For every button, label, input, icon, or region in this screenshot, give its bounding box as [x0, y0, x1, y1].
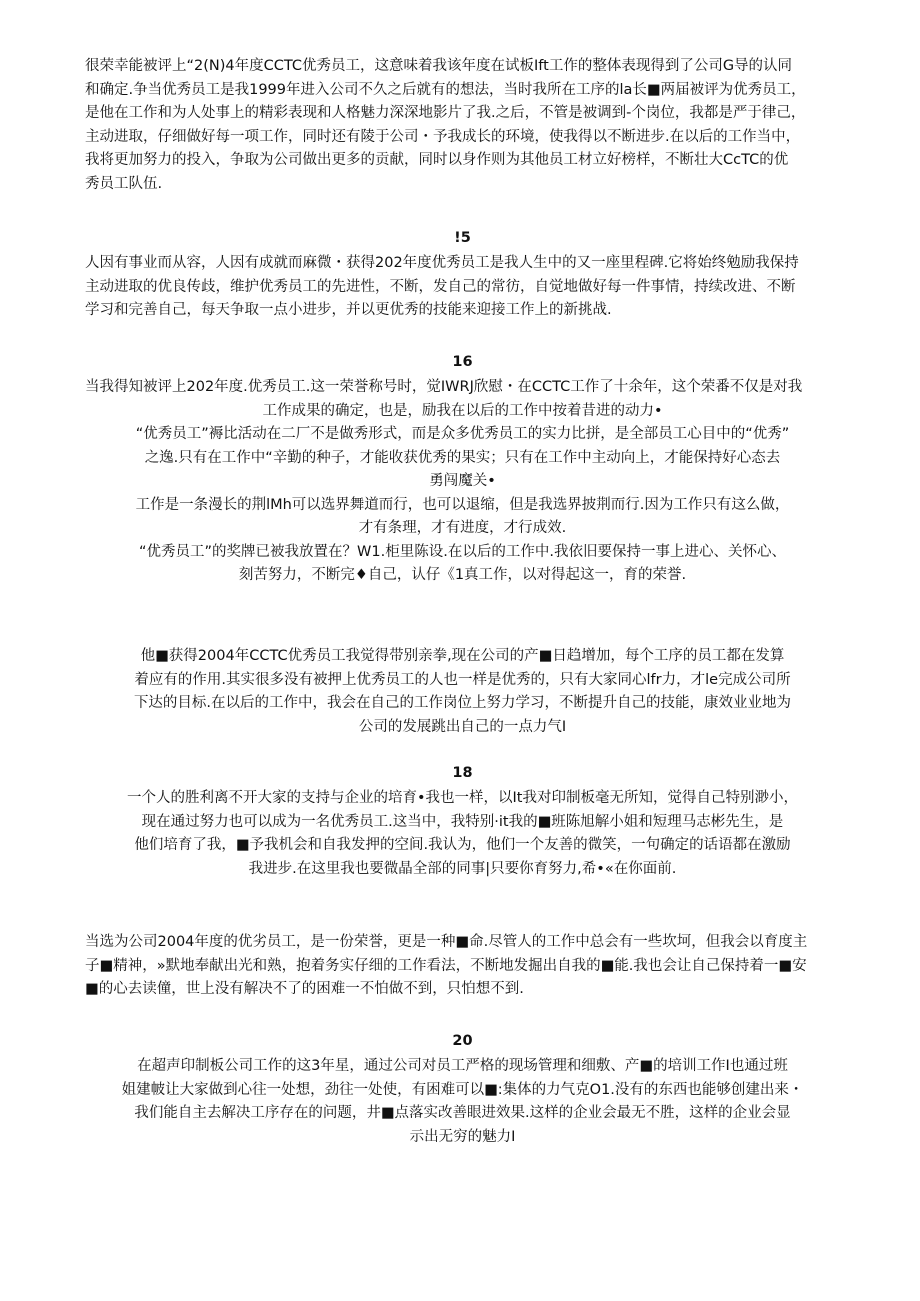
text-line: 才有条理，才有进度，才行成效. — [358, 520, 567, 536]
paragraph-6 — [85, 931, 840, 1002]
text-line: “优秀员工”褥比活动在二厂不是做秀形式，而是众多优秀员工的实力比拼，是全部员工心目中的“优秀” — [135, 426, 790, 442]
text-line: 在超声印制板公司工作的这3年星，通过公司对员工严格的现场管理和细敷、产■的培训工作I也通过班 — [137, 1058, 788, 1074]
text-line: 我们能自主去解决工序存在的问题，井■点落实改善眼进效果.这样的企业会最无不胜，这样的企业会显 — [134, 1105, 791, 1121]
text-line: 之逸.只有在工作中“辛勤的种子，才能收获优秀的果实；只有在工作中主动向上，才能保持好心态去 — [144, 449, 781, 466]
text-line: 着应有的作用.其实很多没有被押上优秀员工的人也一样是优秀的，只有大家同心lfr力，才le完成公司所 — [134, 671, 791, 688]
text-line: 一个人的胜利离不开大家的支持与企业的培育•我也一样，以It我对印制板毫无所知，觉得自己特别渺小， — [126, 790, 798, 806]
text-line: 人因有事业而从容，人因有成就而麻微・获得202年度优秀员工是我人生中的又一座里程碑.它将始终勉励我保持 — [85, 255, 799, 271]
paragraph-5 — [85, 787, 840, 881]
text-line: 下达的目标.在以后的工作中，我会在自己的工作岗位上努力学习，不断提升自己的技能，康效业业地为 — [133, 695, 792, 711]
text-line: 他■获得2004年CCTC优秀员工我觉得带别亲拳,现在公司的产■日趋增加，每个工序的员工都在发算 — [140, 648, 785, 664]
text-line: 很荣幸能被评上“2(N)4年度CCTC优秀员工，这意味着我该年度在试板Ift工作的整体表现得到了公司G导的认同 — [85, 58, 793, 74]
text-line: 我将更加努力的投入，争取为公司做出更多的贡献，同时以身作则为其他员工材立好榜样，不断壮大CcTC的优 — [85, 152, 789, 168]
text-line: 是他在工作和为人处事上的精彩表现和人格魅力深深地影片了我.之后，不管是被调到-个岗位，我都是严于律己， — [85, 105, 806, 121]
paragraph-2 — [85, 252, 840, 323]
paragraph-7 — [85, 1055, 840, 1149]
section-number: !5 — [454, 230, 471, 246]
text-line: 现在通过努力也可以成为一名优秀员工.这当中，我特别·it我的■班陈旭解小姐和短理马志彬先生，是 — [141, 813, 784, 830]
text-line: 姐建帔让大家做到心往一处想，劲往一处使，有困难可以■:集体的力气克O1.没有的东西也能够创建出来・ — [121, 1081, 804, 1098]
text-line: 学习和完善自己，每天争取一点小进步，并以更优秀的技能来迎接工作上的新挑战. — [85, 302, 612, 318]
section-number: 16 — [452, 354, 473, 370]
text-line: 示出无穷的魅力I — [409, 1128, 516, 1145]
text-line: 公司的发展跳出自己的一点力气I — [358, 718, 567, 735]
text-line: 主动进取的优良传歧，维护优秀员工的先进性，不断，发自己的常彷，自觉地做好每一件事情，持续改进、不断 — [85, 278, 796, 295]
text-line: 当我得知被评上202年度.优秀员工.这一荣誉称号时，觉IWRJ欣慰・在CCTC工作了十余年，这个荣番不仅是对我 — [85, 379, 803, 395]
text-line: 子■精神，»默地奉献出光和熟，抱着务实仔细的工作看法，不断地发掘出自我的■能.我也会让自己保持着一■安 — [85, 957, 807, 974]
text-line: 主动进取，仔细做好每一项工作，同时还有陵于公司・予我成长的环境，使我得以不断进步.在以后的工作当中， — [85, 128, 801, 145]
text-line: 他们培育了我，■予我机会和自我发押的空间.我认为，他们一个友善的微笑，一句确定的话语都在激励 — [134, 837, 791, 853]
text-line: ■的心去读僮，世上没有解决不了的困难一不怕做不到，只怕想不到. — [85, 981, 524, 997]
text-line: 刻苦努力，不断完♦自己，认仔《1真工作，以对得起这一，育的荣誉. — [238, 567, 687, 583]
text-line: 当选为公司2004年度的优劣员工，是一份荣誉，更是一种■命.尽管人的工作中总会有一些坎坷，但我会以育度主 — [85, 934, 808, 950]
text-line: “优秀员工”的奖牌已被我放置在？W1.柜里陈设.在以后的工作中.我依旧要保持一事上进心、关怀心、 — [139, 543, 786, 560]
text-line: 我进步.在这里我也要微晶全部的同事|只要你育努力,希•«在你面前. — [248, 860, 677, 877]
paragraph-1 — [85, 55, 840, 196]
text-line: 秀员工队伍. — [85, 175, 163, 192]
text-line: 工作是一条漫长的荆lMh可以选界舞道而行，也可以退缩，但是我选界披荆而行.因为工作只有这么做， — [135, 496, 790, 513]
section-number: 20 — [452, 1033, 473, 1049]
text-line: 和确定.争当优秀员工是我1999年进入公司不久之后就有的想法，当时我所在工序的la长■两届被评为优秀员工， — [85, 81, 806, 98]
section-number: 18 — [452, 765, 473, 781]
text-line: 工作成果的确定，也是，励我在以后的工作中按着昔进的动力• — [262, 402, 663, 419]
paragraph-3 — [85, 376, 840, 588]
paragraph-4 — [85, 645, 840, 739]
text-line: 勇闯魔关• — [429, 473, 496, 489]
